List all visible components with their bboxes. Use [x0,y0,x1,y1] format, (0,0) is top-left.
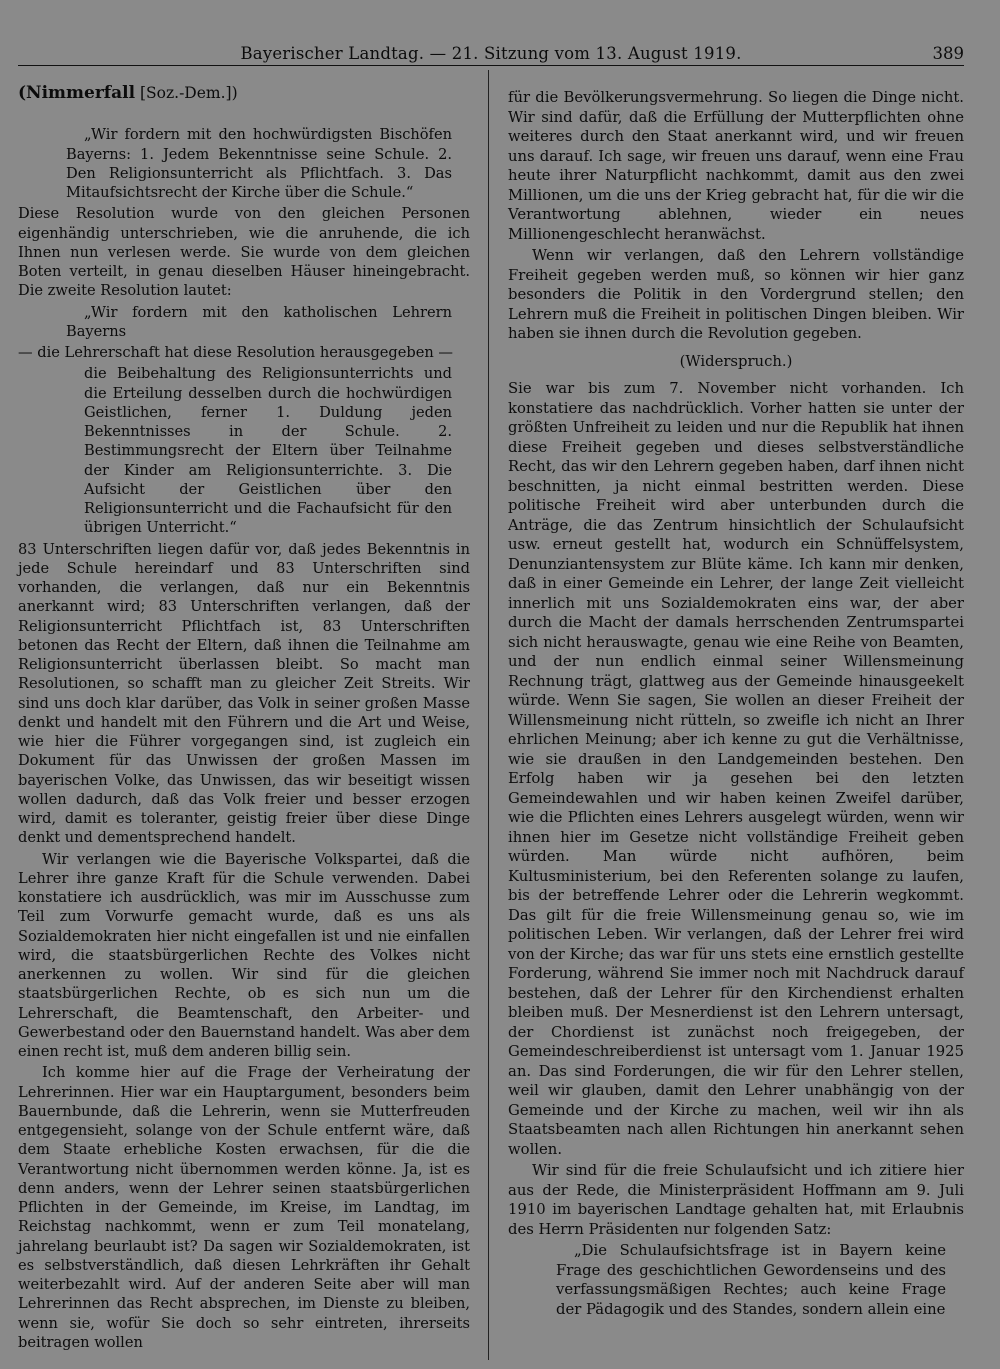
quote-paragraph: „Wir fordern mit den hochwürdigsten Bischöfen Bayerns: 1. Jedem Bekenntnisse seine Schule. 2. Den Religionsunterricht als Pflichtfach. 3. Das Mitaufsichtsrecht der Kirche über die Schule.“ [66,126,452,201]
body-paragraph: — die Lehrerschaft hat diese Resolution herausgegeben — [18,344,454,361]
speaker-name: (Nimmerfall [18,83,136,103]
speaker-party: [Soz.-Dem.]) [135,84,238,102]
speaker-line [18,84,470,103]
body-paragraph: für die Bevölkerungsvermehrung. So liegen die Dinge nicht. Wir sind dafür, daß die Erfüllung der Mutterpflichten ohne weiteres durch den Staat anerkannt wird, und wir freuen uns darauf. Ich sage, wir freuen uns darauf, wenn eine Frau heute ihrer Naturpflicht nachkommt, damit aus den zwei Millionen, um die uns der Krieg gebracht hat, für die wir die Verantwortung ablehnen, wieder ein neues Millionengeschlecht heranwächst. [508,89,964,243]
column-divider [488,70,489,1360]
body-paragraph: 83 Unterschriften liegen dafür vor, daß jedes Bekenntnis in jede Schule hereindarf und 83 Unterschriften sind vorhanden, die verlangen, daß nur ein Bekenntnis anerkannt wird; 83 Unterschriften verlangen, daß der Religionsunterricht Pflichtfach ist, 83 Unterschriften betonen das Recht der Eltern, daß ihnen die Teilnahme am Religionsunterricht überlassen bleibt. So macht man Resolutionen, so schafft man zu gleicher Zeit Streits. Wir sind uns doch klar darüber, das Volk in seiner großen Masse denkt und handelt mit den Führern und die Art und Weise, wie hier die Führer vorgegangen sind, ist zugleich ein Dokument für das Unwissen der großen Massen im bayerischen Volke, das Unwissen, das wir beseitigt wissen wollen dadurch, daß das Volk freier und besser erzogen wird, damit es toleranter, geistig freier über diese Dinge denkt und dementsprechend handelt. [18,540,470,847]
header-rule [18,65,964,66]
body-paragraph: Diese Resolution wurde von den gleichen Personen eigenhändig unterschrieben, wie die anruhende, die ich Ihnen nun verlesen werde. Sie wurde von dem gleichen Boten verteilt, in genau dieselben Häuser hineingebracht. Die zweite Resolution lautet: [18,205,470,300]
body-paragraph: Wir verlangen wie die Bayerische Volkspartei, daß die Lehrer ihre ganze Kraft für die Schule verwenden. Dabei konstatiere ich ausdrücklich, was mir im Ausschusse zum Teil zum Vorwurfe gemacht wurde, daß es uns als Sozialdemokraten hier nicht eingefallen ist und nie einfallen wird, die staatsbürgerlichen Rechte des Volkes nicht anerkennen zu wollen. Wir sind für die gleichen staatsbürgerlichen Rechte, ob es sich nun um die Lehrerschaft, die Beamtenschaft, den Arbeiter- und Gewerbestand oder den Bauernstand handelt. Was aber dem einen recht ist, muß dem anderen billig sein. [18,850,470,1060]
page-header [18,40,964,68]
left-column [18,84,470,1354]
interjection: (Widerspruch.) [679,352,793,370]
right-column [508,88,964,1321]
page-number: 389 [932,44,964,63]
body-paragraph: Sie war bis zum 7. November nicht vorhanden. Ich konstatiere das nachdrücklich. Vorher hatten sie unter der größten Unfreiheit zu leiden und nur die Republik hat ihnen diese Freiheit gegeben und dieses selbstverständliche Recht, das wir den Lehrern gegeben haben, darf ihnen nicht beschnitten, ja nicht einmal bestritten werden. Diese politische Freiheit wird aber unterbunden durch die Anträge, die das Zentrum hinsichtlich der Schulaufsicht usw. erneut gestellt hat, wodurch ein Schnüffelsystem, Denunziantensystem zur Blüte käme. Ich kann mir denken, daß in einer Gemeinde ein Lehrer, der lange Zeit vielleicht innerlich mit uns Sozialdemokraten eins war, der aber durch die Macht der damals herrschenden Zentrumspartei sich nicht herauswagte, genau wie eine Reihe von Beamten, und der nun endlich einmal seiner Willensmeinung Rechnung trägt, glattweg aus der Gemeinde hinausgeekelt würde. Wenn Sie sagen, Sie wollen an dieser Freiheit der Willensmeinung nicht rütteln, so zweifle ich nicht an Ihrer ehrlichen Meinung; aber ich kenne zu gut die Verhältnisse, wie sie draußen in den Landgemeinden bestehen. Den Erfolg haben wir ja gesehen bei den letzten Gemeindewahlen und wir haben keinen Zweifel darüber, wie die Pflichten eines Lehrers ausgelegt würden, wenn wir ihnen hier im Gesetze nicht vollständige Freiheit geben würden. Man würde nicht aufhören, beim Kultusministerium, bei den Referenten solange zu laufen, bis der betreffende Lehrer oder die Lehrerin wegkommt. Das gilt für die freie Willensmeinung genau so, wie im politischen Leben. Wir verlangen, daß der Lehrer frei wird von der Kirche; das war für uns stets eine ernstlich gestellte Forderung, während Sie immer noch mit Nachdruck darauf bestehen, daß der Lehrer für den Kirchendienst erhalten bleiben muß. Der Mesnerdienst ist den Lehrern untersagt, der Chordienst ist zunächst noch freigegeben, der Gemeindeschreiberdienst ist untersagt vom 1. Januar 1925 an. Das sind Forderungen, die wir für den Lehrer stellen, weil wir glauben, damit den Lehrer unabhängig von der Gemeinde und der Kirche zu machen, weil wir ihn als Staatsbeamten nach allen Richtungen hin anerkannt sehen wollen. [508,380,964,1158]
quote-paragraph: „Die Schulaufsichtsfrage ist in Bayern keine Frage des geschichtlichen Gewordenseins und des verfassungsmäßigen Rechtes; auch keine Frage der Pädagogik und des Standes, sondern allein eine [556,1242,946,1318]
quote-paragraph: die Beibehaltung des Religionsunterrichts und die Erteilung desselben durch die hochwürdigen Geistlichen, ferner 1. Duldung jeden Bekenntnisses in der Schule. 2. Bestimmungsrecht der Eltern über Teilnahme der Kinder am Religionsunterrichte. 3. Die Aufsicht der Geistlichen über den Religionsunterricht und die Fachaufsicht für den übrigen Unterricht.“ [84,365,452,537]
body-paragraph: Wenn wir verlangen, daß den Lehrern vollständige Freiheit gegeben werden muß, so können wir hier ganz besonders die Politik in den Vordergrund stellen; den Lehrern muß die Freiheit in politischen Dingen bleiben. Wir haben sie ihnen durch die Revolution gegeben. [508,247,964,342]
body-paragraph: Ich komme hier auf die Frage der Verheiratung der Lehrerinnen. Hier war ein Hauptargument, besonders beim Bauernbunde, daß die Lehrerin, wenn sie Mutterfreuden entgegensieht, solange von der Schule entfernt wäre, daß dem Staate erhebliche Kosten erwachsen, für die die Verantwortung nicht übernommen werden könne. Ja, ist es denn anders, wenn der Lehrer seinen staatsbürgerlichen Pflichten in der Gemeinde, im Kreise, im Landtag, im Reichstag nachkommt, wenn er zum Teil monatelang, jahrelang beurlaubt ist? Da sagen wir Sozialdemokraten, ist es selbstverständlich, daß diesen Lehrkräften ihr Gehalt weiterbezahlt wird. Auf der anderen Seite aber will man Lehrerinnen das Recht absprechen, im Dienste zu bleiben, wenn sie, wofür Sie doch so sehr eintreten, ihrerseits beitragen wollen [18,1064,470,1351]
running-title: Bayerischer Landtag. — 21. Sitzung vom 13. August 1919. [240,44,742,63]
body-paragraph: Wir sind für die freie Schulaufsicht und ich zitiere hier aus der Rede, die Ministerpräsident Hoffmann am 9. Juli 1910 im bayerischen Landtage gehalten hat, mit Erlaubnis des Herrn Präsidenten nur folgenden Satz: [508,1162,964,1238]
quote-paragraph: „Wir fordern mit den katholischen Lehrern Bayerns [66,303,452,340]
